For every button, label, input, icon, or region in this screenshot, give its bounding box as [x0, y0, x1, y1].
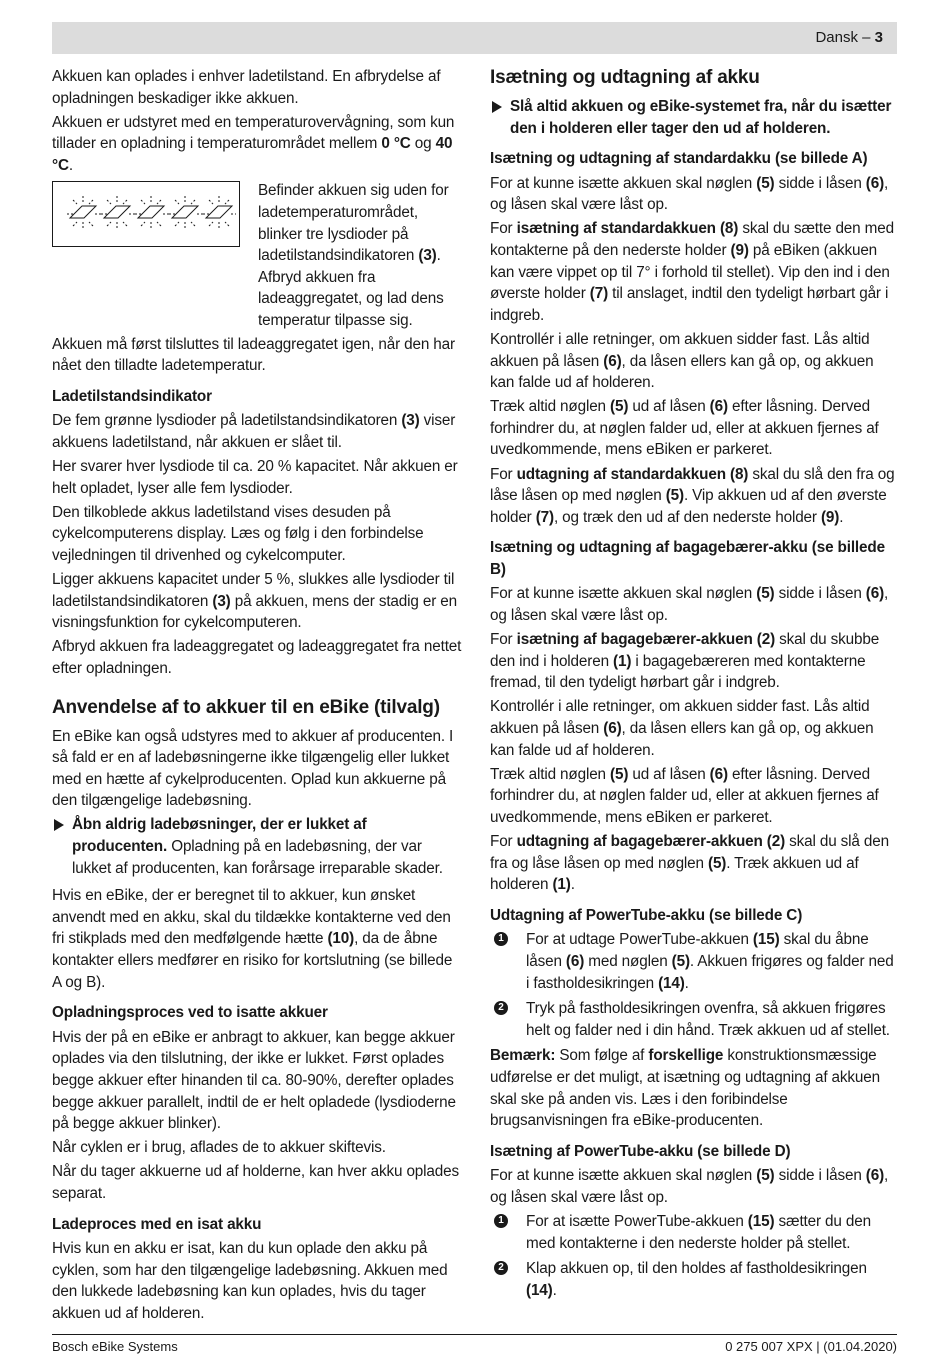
- paragraph: For udtagning af standardakkuen (8) skal du slå den fra og låse låsen op med nøglen (5). Vip akkuen ud af den øverste holder (7), og træk den ud af den nederste holder (9).: [490, 465, 895, 526]
- paragraph: Hvis en eBike, der er beregnet til to akkuer, kun ønsket anvendt med en akku, skal du tildække kontakterne ved den fri stikplads med den medfølgende hætte (10), da de åbne kontakter ellers medfører en risiko for kortslutning (se billede A og B).: [52, 887, 453, 991]
- subheading: Isætning og udtagning af standardakku (se billede A): [490, 150, 868, 168]
- paragraph: Hvis der på en eBike er anbragt to akkuer, kan begge akkuer oplades via den tilslutning, der ikke er lukket. Først oplades begge akkuer efter hinanden til ca. 80-90%, derefter oplades begge akkuer parallelt, indtil de er helt opladede (lysdioderne på begge akkuer blinker).: [52, 1028, 456, 1133]
- paragraph: De fem grønne lysdioder på ladetilstandsindikatoren (3) viser akkuens ladetilstand, når akkuen er slået til.: [52, 412, 456, 451]
- paragraph: Træk altid nøglen (5) ud af låsen (6) efter låsning. Derved forhindrer du, at nøglen falder ud, eller at akkuen fjernes af uvedkommende, mens eBiken er parkeret.: [490, 765, 879, 826]
- step-item: 1 For at isætte PowerTube-akkuen (15) sætter du den med kontakterne i den nederste holder på stellet.: [490, 1211, 898, 1254]
- paragraph: En eBike kan også udstyres med to akkuer af producenten. I så fald er en af ladebøsningerne ikke tilgængelig eller lukket med en hætte af cykelproducenten. Oplad kun akkuerne på den tilgængelige ladebøsning.: [52, 727, 454, 810]
- warning-note: Slå altid akkuen og eBike-systemet fra, når du isætter den i holderen eller tager den ud af holderen.: [490, 96, 898, 139]
- paragraph: Akkuen kan oplades i enhver ladetilstand. En afbrydelse af opladningen beskadiger ikke akkuen.: [52, 68, 441, 107]
- footer-divider: [52, 1334, 897, 1335]
- subheading: Isætning og udtagning af bagagebærer-akku (se billede B): [490, 539, 885, 578]
- paragraph: Hvis kun en akku er isat, kan du kun oplade den akku på cyklen, som har den tilgængelige ladebøsning. Akkuen med den lukkede ladebøsning kan kun oplades, hvis du tager akkuen ud af holderen.: [52, 1240, 448, 1322]
- step-item: 2 Klap akkuen op, til den holdes af fastholdesikringen (14).: [490, 1258, 898, 1301]
- paragraph: For at kunne isætte akkuen skal nøglen (5) sidde i låsen (6), og låsen skal være låst op.: [490, 174, 889, 214]
- subheading: Isætning af PowerTube-akku (se billede D): [490, 1142, 791, 1160]
- paragraph: Den tilkoblede akkus ladetilstand vises desuden på cykelcomputerens display. Læs og følg i den forbindelse vejledningen til drivenhed og cykelcomputer.: [52, 503, 424, 564]
- page-header: [52, 22, 897, 54]
- paragraph: Kontrollér i alle retninger, om akkuen sidder fast. Lås altid akkuen på låsen (6), da låsen ellers kan gå op, og akkuen kan falde ud af holderen.: [490, 698, 874, 759]
- step-number: 2: [494, 1261, 508, 1275]
- paragraph: Kontrollér i alle retninger, om akkuen sidder fast. Lås altid akkuen på låsen (6), da låsen ellers kan gå op, og akkuen kan falde ud af holderen.: [490, 330, 874, 392]
- led-figure-text: Befinder akkuen sig uden for ladetemperaturområdet, blinker tre lysdioder på ladetilstandsindikatoren (3). Afbryd akkuen fra ladeaggregatet, og lad dens temperatur tilpasse sig.: [258, 182, 449, 330]
- paragraph: Akkuen er udstyret med en temperaturovervågning, som kun tillader en opladning i temperaturområdet mellem 0 °C og 40 °C.: [52, 113, 455, 174]
- step-item: 2 Tryk på fastholdesikringen ovenfra, så akkuen frigøres helt og falder ned i din hånd. Træk akkuen ud af stellet.: [490, 998, 898, 1041]
- subheading: Ladeproces med en isat akku: [52, 1215, 262, 1233]
- paragraph: Træk altid nøglen (5) ud af låsen (6) efter låsning. Derved forhindrer du, at nøglen falder ud, eller at akkuen fjernes af uvedkommende, mens eBiken er parkeret.: [490, 398, 879, 459]
- footer-brand: Bosch eBike Systems: [52, 1339, 178, 1354]
- led-figure-row: [52, 180, 462, 331]
- paragraph: Ligger akkuens kapacitet under 5 %, slukkes alle lysdioder til ladetilstandsindikatoren (3) på akkuen, mens der stadig er en visningsfunktion for cykelcomputeren.: [52, 571, 457, 632]
- paragraph: Afbryd akkuen fra ladeaggregatet og ladeaggregatet fra nettet efter opladningen.: [52, 638, 462, 677]
- note-paragraph: Bemærk: Som følge af forskellige konstruktionsmæssige udførelse er det muligt, at isætning og udtagning af akkuen skal ske på anden vis. Læs i den foribindelse brugsanvisningen fra eBike-producenten.: [490, 1047, 880, 1130]
- paragraph: For isætning af standardakkuen (8) skal du sætte den med kontakterne på den nederste holder (9) på eBiken (akkuen kan være vippet op til 7° i forhold til stellet). Vip den ind i den øverste holder (7) til anslaget, indtil den tydeligt hørbart går i indgreb.: [490, 220, 894, 324]
- warning-triangle-icon: [54, 819, 64, 831]
- left-column: [52, 66, 462, 1327]
- paragraph: For at kunne isætte akkuen skal nøglen (5) sidde i låsen (6), og låsen skal være låst op.: [490, 1167, 889, 1206]
- paragraph: For at kunne isætte akkuen skal nøglen (5) sidde i låsen (6), og låsen skal være låst op.: [490, 585, 889, 625]
- section-title: Anvendelse af to akkuer til en eBike (tilvalg): [52, 696, 440, 718]
- warning-triangle-icon: [492, 101, 502, 113]
- step-number: 2: [494, 1001, 508, 1015]
- subheading: Udtagning af PowerTube-akku (se billede C): [490, 906, 803, 924]
- page-number: 3: [874, 29, 883, 46]
- footer-doc-number: 0 275 007 XPX | (01.04.2020): [725, 1339, 897, 1354]
- paragraph: Når du tager akkuerne ud af holderne, kan hver akku oplades separat.: [52, 1163, 459, 1202]
- paragraph: For isætning af bagagebærer-akkuen (2) skal du skubbe den ind i holderen (1) i bagagebæreren med kontakterne fremad, til den tydeligt hørbart går i indgreb.: [490, 631, 880, 692]
- right-column: [490, 66, 898, 1305]
- paragraph: Når cyklen er i brug, aflades de to akkuer skiftevis.: [52, 1139, 386, 1157]
- section-title: Isætning og udtagning af akku: [490, 67, 760, 88]
- blinking-leds-icon: [52, 181, 240, 247]
- step-number: 1: [494, 1214, 508, 1228]
- paragraph: Akkuen må først tilsluttes til ladeaggregatet igen, når den har nået den tilladte ladetemperatur.: [52, 335, 455, 375]
- step-item: 1 For at udtage PowerTube-akkuen (15) skal du åbne låsen (6) med nøglen (5). Akkuen frigøres og falder ned i fastholdesikringen (14).: [490, 929, 898, 994]
- page-header-text: Dansk – 3: [815, 29, 883, 46]
- subheading: Ladetilstandsindikator: [52, 387, 212, 405]
- paragraph: For udtagning af bagagebærer-akkuen (2) skal du slå den fra og låse låsen op med nøglen (5). Træk akkuen ud af holderen (1).: [490, 833, 889, 894]
- subheading: Opladningsproces ved to isatte akkuer: [52, 1004, 328, 1022]
- paragraph: Her svarer hver lysdiode til ca. 20 % kapacitet. Når akkuen er helt opladet, lyser alle fem lysdioder.: [52, 458, 458, 497]
- step-number: 1: [494, 932, 508, 946]
- warning-note: Åbn aldrig ladebøsninger, der er lukket af producenten. Opladning på en ladebøsning, der var lukket af producenten, kan forårsage irreparable skader.: [52, 814, 462, 879]
